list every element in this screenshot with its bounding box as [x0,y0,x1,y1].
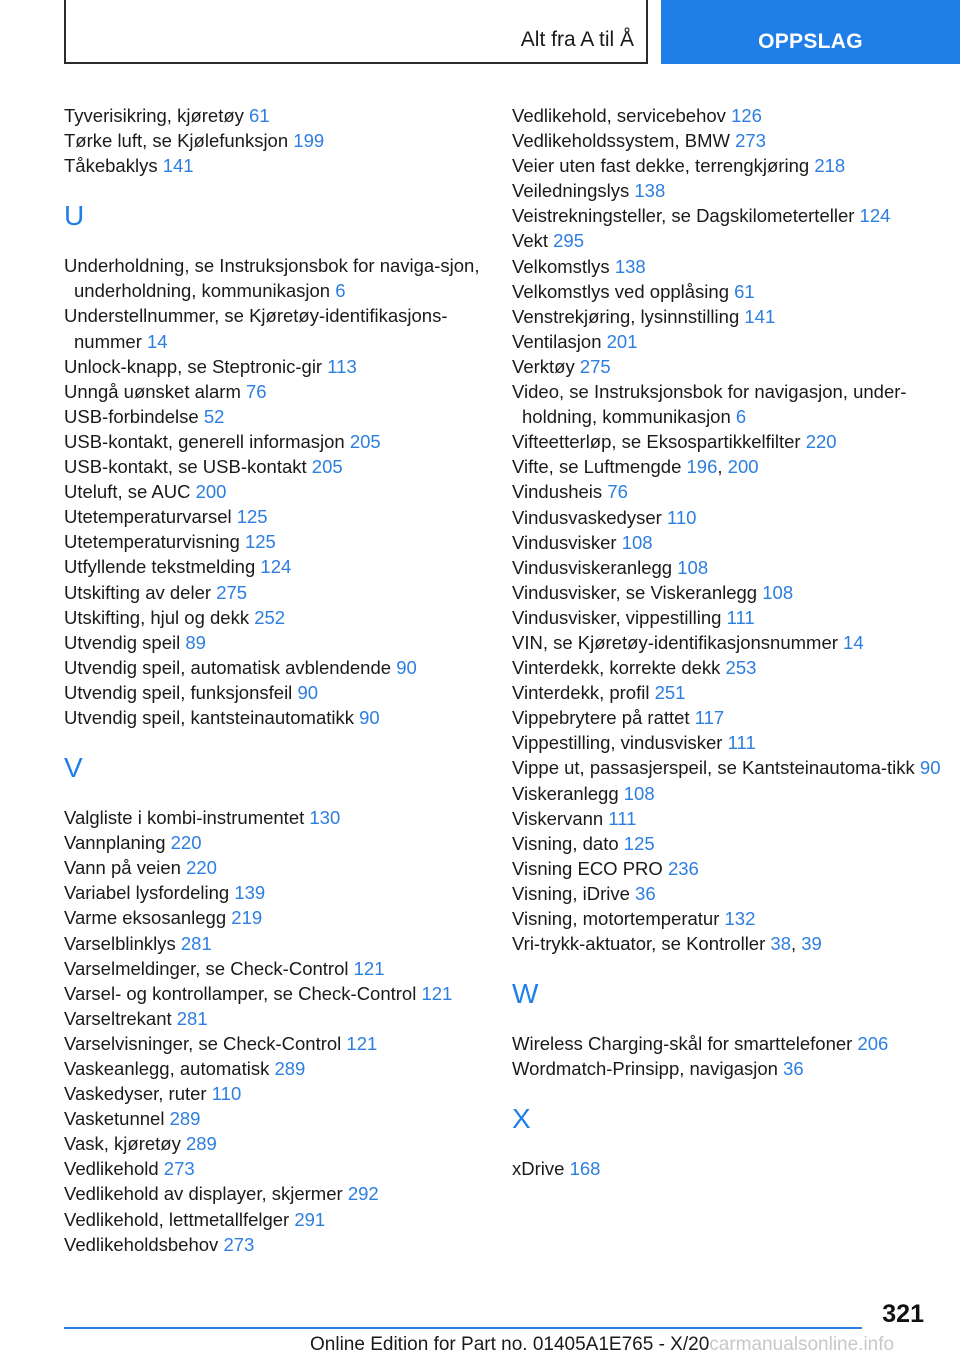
index-entry-term: Tørke luft, se Kjølefunksjon [64,130,294,152]
page-link[interactable]: 117 [694,707,725,729]
index-entry [512,178,942,203]
index-entry-term: Vasketunnel [64,1108,170,1130]
index-entry [64,1006,484,1031]
index-entry-term: Utskifting av deler [64,581,217,603]
page-link[interactable]: 281 [176,1007,208,1029]
index-entry [64,379,484,404]
page-link[interactable]: 108 [621,531,653,553]
page-link[interactable]: 90 [919,757,941,779]
index-column-right [512,103,942,1181]
page-link[interactable]: 36 [783,1058,804,1080]
index-entry [64,354,484,379]
page-link[interactable]: 108 [623,782,655,804]
page-link[interactable]: 201 [606,330,638,352]
index-entry-term: Utvendig speil, automatisk avblendende [64,656,397,678]
index-entry [64,404,484,429]
page-link[interactable]: 199 [293,130,325,152]
index-entry [64,830,484,855]
page-link[interactable]: 205 [311,456,343,478]
page-link[interactable]: 111 [726,606,755,628]
index-entry [512,454,942,479]
index-entry-term: Vannplaning [64,832,171,854]
index-entry [512,279,942,304]
page-link[interactable]: 113 [327,355,357,377]
index-entry-term: Vedlikehold, servicebehov [512,105,732,126]
index-entry [64,981,484,1006]
index-entry [512,329,942,354]
index-entry-term: Tåkebaklys [64,155,163,177]
index-entry [64,153,484,178]
index-entry-term: Viskeranlegg [512,782,624,804]
index-entry [512,555,942,580]
page-link[interactable]: 291 [294,1208,326,1230]
index-entry-term: Veistrekningsteller, se Dagskilometerteller [512,205,860,227]
index-entry-term: Uteluft, se AUC [64,481,196,503]
page-link[interactable]: 205 [349,430,381,452]
index-entry [512,103,942,128]
page-link[interactable]: 220 [805,431,837,453]
page-link[interactable]: 90 [359,706,380,728]
index-entry [512,153,942,178]
page-link[interactable]: 251 [654,682,686,704]
index-entry [64,680,484,705]
page-link[interactable]: 90 [396,656,417,678]
page-link[interactable]: 218 [814,155,846,177]
page-link[interactable]: 108 [677,556,709,578]
page-link[interactable]: 39 [801,933,822,955]
page-link[interactable]: 273 [163,1158,195,1180]
index-entry-term: Veier uten fast dekke, terrengkjøring [512,155,815,177]
index-entry-term: Veiledningslys [512,180,635,202]
index-entry [512,806,942,831]
page-link[interactable]: 111 [608,807,637,829]
page-link[interactable]: 139 [234,882,266,904]
page-link[interactable]: 236 [667,857,699,879]
header-section-title: Alt fra A til Å [520,28,634,51]
index-column-left [64,103,484,1257]
index-entry [512,906,942,931]
index-entry-term: Unngå uønsket alarm [64,380,247,402]
index-entry-term: Vippebrytere på rattet [512,707,695,729]
index-entry [512,580,942,605]
index-entry [512,505,942,530]
page-link[interactable]: 138 [614,255,646,277]
index-entry [512,203,942,228]
index-entry [512,630,942,655]
header-tab-label: OPPSLAG [758,30,863,53]
index-entry-term: xDrive [512,1158,570,1180]
index-entry-term: Vifte, se Luftmengde [512,456,687,478]
index-entry [64,605,484,630]
index-entry [64,1181,484,1206]
index-entry [512,304,942,329]
page-link[interactable]: 6 [335,280,346,302]
index-entry-term: Vindusvisker, vippestilling [512,606,727,628]
index-entry-term: Varselmeldinger, se Check-Control [64,957,354,979]
index-entry-term: Ventilasjon [512,330,607,352]
index-entry [512,680,942,705]
index-entry [64,103,484,128]
index-entry [512,479,942,504]
index-entry-term: Vedlikehold, lettmetallfelger [64,1208,295,1230]
index-entry-term: Varseltrekant [64,1007,177,1029]
index-entry-term: Vaskedyser, ruter [64,1083,212,1105]
index-entry-term: Valgliste i kombi-instrumentet [64,807,310,829]
index-entry-term: Varsel- og kontrollamper, se Check-Control [64,982,422,1004]
index-entry [64,1207,484,1232]
page-link[interactable]: 125 [236,506,268,528]
index-entry [64,1106,484,1131]
page-link[interactable]: 76 [246,380,267,402]
page-separator: , [790,933,802,955]
page-link[interactable]: 14 [843,631,864,653]
page-link[interactable]: 61 [249,105,270,126]
index-entry [512,856,942,881]
index-entry-term: Utetemperaturvarsel [64,506,237,528]
index-section-letter: X [512,1103,531,1135]
index-entry [64,905,484,930]
index-entry [512,1056,942,1081]
page-link[interactable]: 275 [579,355,611,377]
index-entry [512,429,942,454]
index-entry-term: Vekt [512,230,554,252]
page-link[interactable]: 220 [186,857,217,879]
index-entry [512,379,942,429]
index-entry-term: Unlock-knapp, se Steptronic-gir [64,355,328,377]
page-link[interactable]: 121 [353,957,385,979]
index-entry [512,1031,942,1056]
index-entry-term: Varselblinklys [64,932,181,954]
index-entry [64,1156,484,1181]
index-entry [64,529,484,554]
page-link[interactable]: 200 [727,456,759,478]
index-entry [512,605,942,630]
index-entry [512,931,942,956]
page-link[interactable]: 219 [231,907,263,929]
index-entry [64,1031,484,1056]
page-link[interactable]: 168 [569,1158,601,1180]
index-entry-term: Vindusviskeranlegg [512,556,678,578]
page-link[interactable]: 90 [297,681,319,703]
index-entry-term: Vedlikehold av displayer, skjermer [64,1183,348,1205]
index-entry [64,630,484,655]
index-entry-term: Visning, motortemperatur [512,908,725,929]
page-link[interactable]: 110 [666,506,697,528]
index-section-letter: U [64,200,85,232]
index-entry [64,253,484,303]
index-entry [64,805,484,830]
index-entry-term: Vinterdekk, korrekte dekk [512,657,726,679]
index-entry [64,1232,484,1257]
index-entry-term: Vindusvaskedyser [512,506,667,528]
page-link[interactable]: 275 [216,581,248,603]
index-entry-term: Visning ECO PRO [512,857,668,879]
index-entry-term: Tyverisikring, kjøretøy [64,105,250,126]
index-entry [64,1131,484,1156]
page-link[interactable]: 281 [180,932,212,954]
index-entry-term: Vinterdekk, profil [512,682,655,704]
page-link[interactable]: 89 [185,631,206,653]
index-entry-term: Vedlikehold [64,1158,164,1180]
page-link[interactable]: 61 [734,280,755,302]
footer-watermark: carmanualsonline.info [709,1334,895,1355]
index-entry-term: Utvendig speil, kantsteinautomatikk [64,706,360,728]
page-separator: , [717,456,728,478]
page-link[interactable]: 125 [244,531,276,553]
page-link[interactable]: 76 [607,481,628,503]
page-link[interactable]: 121 [421,982,453,1004]
index-entry-term: Utvendig speil, funksjonsfeil [64,681,298,703]
page-link[interactable]: 273 [735,130,766,152]
index-entry-term: Vri-trykk-aktuator, se Kontroller [512,933,771,955]
page-link[interactable]: 110 [211,1083,242,1105]
page-link[interactable]: 124 [859,205,891,227]
index-entry-term: Vippe ut, passasjerspeil, se Kantsteinautoma-tikk [512,757,920,779]
page-link[interactable]: 196 [686,456,718,478]
index-entry [512,228,942,253]
index-entry-term: Utvendig speil [64,631,186,653]
index-entry [64,454,484,479]
index-entry-term: Vann på veien [64,857,187,879]
index-entry-term: Velkomstlys [512,255,615,277]
index-entry-term: Vindusvisker, se Viskeranlegg [512,581,763,603]
page-link[interactable]: 126 [731,105,762,126]
index-entry-term: Video, se Instruksjonsbok for navigasjon, under-holdning, kommunikasjon [512,381,907,428]
index-entry [64,705,484,730]
footer [310,1334,894,1356]
index-entry-term: Varme eksosanlegg [64,907,232,929]
header-tab-oppslag[interactable] [661,0,960,64]
page-number: 321 [882,1300,924,1328]
index-entry-term: Vippestilling, vindusvisker [512,732,728,754]
page-link[interactable]: 124 [260,556,292,578]
page-link[interactable]: 289 [169,1108,201,1130]
page-link[interactable]: 252 [254,606,286,628]
page-link[interactable]: 121 [346,1032,378,1054]
index-entry [512,755,942,780]
index-entry-term: Vindusheis [512,481,608,503]
footer-edition: Online Edition for Part no. 01405A1E765 - X/20 [310,1334,710,1355]
page-link[interactable]: 125 [623,832,655,854]
page-link[interactable]: 38 [770,933,791,955]
page-link[interactable]: 253 [725,657,757,679]
index-entry-term: Wordmatch-Prinsipp, navigasjon [512,1058,784,1080]
index-entry [512,831,942,856]
index-entry-term: Variabel lysfordeling [64,882,235,904]
index-entry [512,354,942,379]
page-link[interactable]: 36 [635,882,656,904]
page-link[interactable]: 289 [274,1058,306,1079]
index-entry-term: Vedlikeholdsbehov [64,1233,224,1255]
index-entry [512,881,942,906]
page-link[interactable]: 141 [162,155,194,177]
header-section-box [64,0,648,64]
index-entry [64,1081,484,1106]
index-entry [64,504,484,529]
index-entry [64,303,484,353]
page-link[interactable]: 132 [724,908,756,929]
page-link[interactable]: 141 [744,305,776,327]
index-entry [64,128,484,153]
index-entry-term: Venstrekjøring, lysinnstilling [512,305,745,327]
index-section-letter: W [512,978,539,1010]
page-link[interactable]: 108 [762,581,794,603]
page-link[interactable]: 138 [634,180,666,202]
index-entry-term: Visning, iDrive [512,882,636,904]
page-link[interactable]: 273 [223,1233,255,1255]
page-link[interactable]: 295 [553,230,585,252]
page-link[interactable]: 292 [347,1183,379,1205]
index-entry [64,655,484,680]
page-link[interactable]: 200 [195,481,227,503]
index-entry-term: Wireless Charging-skål for smarttelefoner [512,1033,858,1055]
index-entry [512,655,942,680]
index-entry-term: Vedlikeholdssystem, BMW [512,130,736,152]
index-entry [64,931,484,956]
index-entry [512,1156,942,1181]
index-entry [512,730,942,755]
page-link[interactable]: 111 [727,732,756,754]
page-link[interactable]: 52 [203,405,225,427]
index-entry-term: Varselvisninger, se Check-Control [64,1032,347,1054]
index-entry [64,1056,484,1081]
index-entry [64,554,484,579]
index-entry [64,855,484,880]
index-section-letter: V [64,752,83,784]
index-entry-term: Vask, kjøretøy [64,1133,186,1155]
index-entry [512,781,942,806]
index-entry [64,580,484,605]
index-entry [512,530,942,555]
index-entry-term: Velkomstlys ved opplåsing [512,280,735,302]
index-entry [64,429,484,454]
index-entry-term: USB-kontakt, se USB-kontakt [64,456,312,478]
index-entry [512,128,942,153]
index-entry-term: VIN, se Kjøretøy-identifikasjonsnummer [512,631,844,653]
index-entry [64,479,484,504]
index-entry-term: Vifteetterløp, se Eksospartikkelfilter [512,431,806,453]
index-entry-term: Verktøy [512,355,580,377]
index-entry [512,254,942,279]
index-entry-term: Vindusvisker [512,531,622,553]
page-link[interactable]: 206 [857,1033,889,1055]
footer-rule [64,1327,862,1329]
index-entry-term: USB-forbindelse [64,405,204,427]
index-entry-term: Visning, dato [512,832,624,854]
page-link[interactable]: 130 [309,807,341,829]
index-entry [64,956,484,981]
index-entry-term: Understellnummer, se Kjøretøy-identifikasjons-nummer [64,305,448,352]
index-entry [512,705,942,730]
index-entry-term: USB-kontakt, generell informasjon [64,430,350,452]
index-entry-term: Utetemperaturvisning [64,531,245,553]
index-entry [64,880,484,905]
index-entry-term: Viskervann [512,807,609,829]
index-entry-term: Vaskeanlegg, automatisk [64,1058,275,1079]
page-link[interactable]: 220 [170,832,202,854]
index-entry-term: Utfyllende tekstmelding [64,556,261,578]
page-link[interactable]: 6 [735,406,747,428]
index-entry-term: Underholdning, se Instruksjonsbok for naviga-sjon, underholdning, kommunikasjon [64,255,480,302]
page-link[interactable]: 14 [147,330,168,352]
index-entry-term: Utskifting, hjul og dekk [64,606,255,628]
page-link[interactable]: 289 [185,1133,217,1155]
